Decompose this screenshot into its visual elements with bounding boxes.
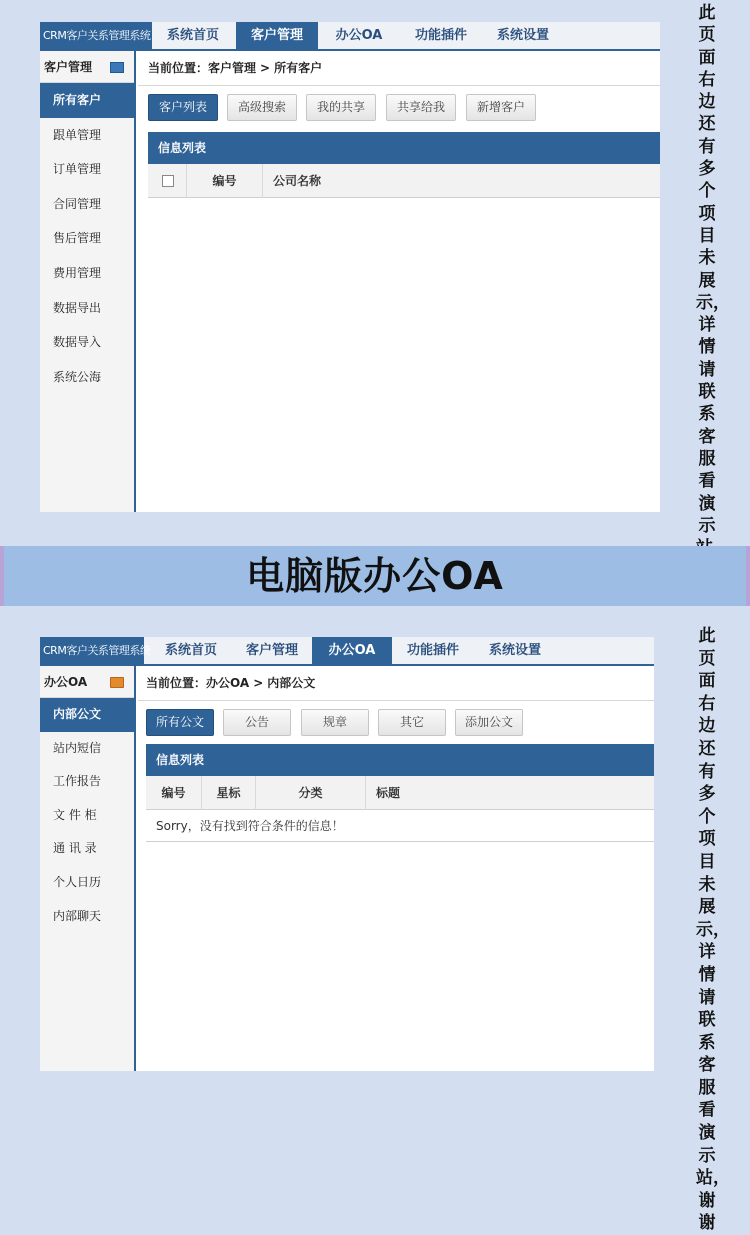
sidebar-item-all-customers[interactable]: 所有客户 (40, 83, 134, 118)
my-shares-button[interactable]: 我的共享 (306, 94, 376, 121)
sidebar-item-public-pool[interactable]: 系统公海 (53, 369, 102, 384)
sidebar-item-calendar[interactable]: 个人日历 (53, 874, 102, 889)
briefcase-icon (110, 677, 124, 688)
nav-customer-management[interactable]: 客户管理 (236, 22, 318, 49)
breadcrumb (138, 666, 654, 701)
app-logo: CRM客户关系管理系统 (40, 637, 144, 664)
crm-screenshot (40, 22, 660, 512)
folder-icon (110, 62, 124, 73)
shared-with-me-button[interactable]: 共享给我 (386, 94, 456, 121)
panel-title: 信息列表 (148, 132, 660, 164)
sidebar-item-internal-chat[interactable]: 内部聊天 (53, 908, 102, 923)
select-all-cell (148, 164, 187, 198)
info-list-panel (146, 744, 654, 842)
breadcrumb-label: 当前位置： (148, 61, 209, 75)
others-button[interactable]: 其它 (378, 709, 446, 736)
app-logo: CRM客户关系管理系统 (40, 22, 152, 49)
top-nav-bar (40, 22, 660, 51)
nav-office-oa[interactable]: 办公OA (335, 28, 383, 43)
nav-plugins[interactable]: 功能插件 (406, 643, 459, 658)
toolbar (138, 701, 654, 741)
table-header (146, 776, 654, 810)
column-star[interactable]: 星标 (202, 776, 256, 810)
column-title[interactable]: 标题 (376, 786, 401, 800)
sidebar-item-contracts[interactable]: 合同管理 (53, 196, 102, 211)
sidebar-item-internal-documents[interactable]: 内部公文 (40, 698, 134, 732)
panel-title: 信息列表 (146, 744, 654, 776)
breadcrumb-separator: > (260, 61, 271, 75)
sidebar-header (40, 666, 134, 698)
info-list-panel (148, 132, 660, 198)
sidebar-item-address-book[interactable]: 通 讯 录 (53, 841, 97, 856)
empty-state-message: Sorry，没有找到符合条件的信息！ (146, 810, 654, 842)
main-content (138, 666, 654, 1071)
sidebar-item-work-reports[interactable]: 工作报告 (53, 774, 102, 789)
column-id[interactable]: 编号 (187, 164, 263, 198)
breadcrumb (138, 51, 660, 86)
section-banner: 电脑版办公OA (0, 546, 750, 606)
select-all-checkbox[interactable] (162, 175, 174, 187)
nav-system-settings[interactable]: 系统设置 (496, 28, 549, 43)
sidebar-item-follow-up[interactable]: 跟单管理 (53, 127, 102, 142)
sidebar-item-data-import[interactable]: 数据导入 (53, 335, 102, 350)
sidebar-item-data-export[interactable]: 数据导出 (53, 300, 102, 315)
toolbar (138, 86, 660, 126)
nav-plugins[interactable]: 功能插件 (414, 28, 467, 43)
breadcrumb-current: 所有客户 (274, 61, 323, 75)
breadcrumb-separator: > (253, 676, 264, 690)
sidebar (40, 51, 136, 512)
breadcrumb-current: 内部公文 (267, 676, 316, 690)
advanced-search-button[interactable]: 高级搜索 (227, 94, 297, 121)
side-note: 此页面右边还有多个项目未展示，详情请联系客服看演示站，谢谢 (696, 626, 730, 1234)
sidebar-item-messages[interactable]: 站内短信 (53, 740, 102, 755)
sidebar (40, 666, 136, 1071)
sidebar-item-orders[interactable]: 订单管理 (53, 162, 102, 177)
announcements-button[interactable]: 公告 (223, 709, 291, 736)
all-documents-button[interactable]: 所有公文 (146, 709, 214, 736)
customer-list-button[interactable]: 客户列表 (148, 94, 218, 121)
nav-home[interactable]: 系统首页 (166, 28, 219, 43)
column-id[interactable]: 编号 (146, 776, 202, 810)
sidebar-header (40, 51, 134, 83)
main-content (138, 51, 660, 512)
breadcrumb-item[interactable]: 客户管理 (208, 61, 257, 75)
column-category[interactable]: 分类 (256, 776, 366, 810)
add-customer-button[interactable]: 新增客户 (466, 94, 536, 121)
side-note: 此页面右边还有多个项目未展示，详情请联系客服看演示 (696, 3, 730, 536)
sidebar-title: 办公OA (44, 675, 88, 689)
sidebar-title: 客户管理 (44, 60, 93, 74)
top-nav-bar (40, 637, 654, 666)
oa-screenshot (40, 637, 654, 1071)
nav-office-oa[interactable]: 办公OA (312, 637, 392, 664)
sidebar-item-after-sales[interactable]: 售后管理 (53, 231, 102, 246)
nav-customer-management[interactable]: 客户管理 (245, 643, 298, 658)
add-document-button[interactable]: 添加公文 (455, 709, 523, 736)
regulations-button[interactable]: 规章 (301, 709, 369, 736)
breadcrumb-label: 当前位置： (146, 676, 207, 690)
nav-home[interactable]: 系统首页 (164, 643, 217, 658)
table-header (148, 164, 660, 198)
nav-system-settings[interactable]: 系统设置 (488, 643, 541, 658)
breadcrumb-item[interactable]: 办公OA (206, 676, 250, 690)
sidebar-item-expenses[interactable]: 费用管理 (53, 265, 102, 280)
column-company-name[interactable]: 公司名称 (273, 174, 322, 188)
sidebar-item-file-cabinet[interactable]: 文 件 柜 (53, 807, 97, 822)
